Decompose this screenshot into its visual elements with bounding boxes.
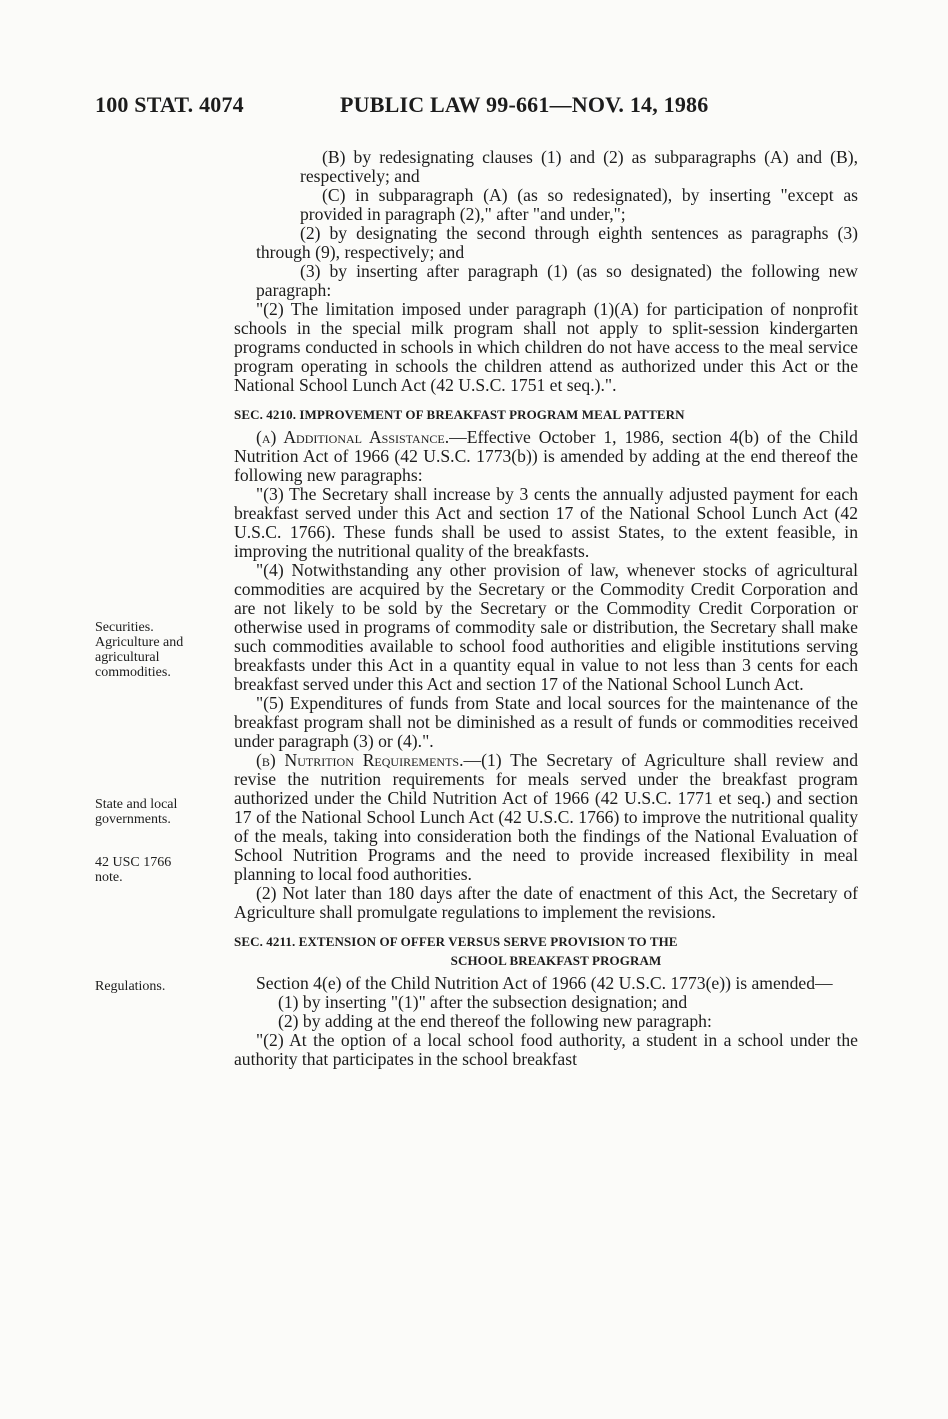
- clause-b: (B) by redesignating clauses (1) and (2) as subparagraphs (A) and (B), respectively; and: [300, 147, 858, 186]
- paragraph-3-increase: "(3) The Secretary shall increase by 3 cents the annually adjusted payment for each breakfast served under this Act and section 17 of the National School Lunch Act (42 U.S.C. 1766). These funds shall be used to assist States, to the extent feasible, in improving the nutritional quality of the breakfasts.: [234, 484, 858, 561]
- section-4211-intro: Section 4(e) of the Child Nutrition Act of 1966 (42 U.S.C. 1773(e)) is amended—: [256, 973, 833, 993]
- subsection-b-text: —(1) The Secretary of Agriculture shall review and revise the nutrition requirements for meals served under the breakfast program authorized under the Child Nutrition Act of 1966 (42 U.S.C. 1771 et seq.) and section 17 of the National School Lunch Act (42 U.S.C. 1766) to improve the nutritional quality of the meals, taking into consideration both the findings of the National Evaluation of School Nutrition Programs and the need to provide increased flexibility in meal planning to local food authorities.: [234, 750, 858, 884]
- margin-note-state-local: [95, 797, 225, 827]
- public-law-reference: PUBLIC LAW 99-661—NOV. 14, 1986: [340, 92, 709, 117]
- subsection-b: [234, 751, 858, 884]
- subsection-b-2: (2) Not later than 180 days after the date of enactment of this Act, the Secretary of Agriculture shall promulgate regulations to implement the revisions.: [234, 883, 858, 922]
- paragraph-4-commodities: "(4) Notwithstanding any other provision of law, whenever stocks of agricultural commodities are acquired by the Secretary or the Commodity Credit Corporation and are not likely to be sold by the Secretary or the Commodity Credit Corporation or otherwise used in programs of commodity sale or distribution, the Secretary shall make such commodities available to school food authorities and eligible institutions serving breakfasts under this Act in a quantity equal in value to not less than 3 cents for each breakfast served under this Act and section 17 of the National School Lunch Act.: [234, 560, 858, 694]
- page-body: [234, 148, 858, 1069]
- item-3-inserting: (3) by inserting after paragraph (1) (as so designated) the following new paragraph:: [256, 261, 858, 300]
- subsection-a: [234, 428, 858, 485]
- paragraph-5-expenditures: "(5) Expenditures of funds from State and local sources for the maintenance of the breakfast program shall not be diminished as a result of funds or commodities received under paragraph (3) or (4).".: [234, 693, 858, 751]
- margin-note-text: State and local governments.: [95, 797, 178, 827]
- section-4211-line2: SCHOOL BREAKFAST PROGRAM: [450, 953, 662, 968]
- section-4211-heading: [234, 932, 858, 970]
- margin-note-regulations: [95, 979, 225, 994]
- paragraph-2-option: "(2) At the option of a local school food authority, a student in a school under the authority that participates in the school breakfast: [234, 1030, 858, 1069]
- margin-note-text: Regulations.: [95, 979, 166, 994]
- item-2-designating: (2) by designating the second through eighth sentences as paragraphs (3) through (9), respectively; and: [256, 223, 858, 262]
- margin-note-securities: [95, 620, 225, 680]
- margin-note-text: 42 USC 1766 note.: [95, 855, 172, 885]
- clause-c: (C) in subparagraph (A) (as so redesignated), by inserting "except as provided in paragraph (2)," after "and under,";: [300, 185, 858, 224]
- subsection-a-text: —Effective October 1, 1986, section 4(b) of the Child Nutrition Act of 1966 (42 U.S.C. 1773(b)) is amended by adding at the end thereof the following new paragraphs:: [234, 427, 858, 485]
- section-4210-heading: SEC. 4210. IMPROVEMENT OF BREAKFAST PROGRAM MEAL PATTERN: [234, 407, 685, 422]
- item-1-inserting: (1) by inserting "(1)" after the subsection designation; and: [278, 992, 688, 1012]
- stat-reference: 100 STAT. 4074: [95, 92, 244, 117]
- subsection-b-heading: (b) Nutrition Requirements.: [256, 750, 464, 770]
- subsection-a-heading: (a) Additional Assistance.: [256, 427, 450, 447]
- margin-note-usc-1766: [95, 855, 225, 885]
- margin-note-text: Securities. Agriculture and agricultural commodities.: [95, 620, 184, 680]
- item-2-adding: (2) by adding at the end thereof the following new paragraph:: [278, 1011, 712, 1031]
- section-4211-line1: SEC. 4211. EXTENSION OF OFFER VERSUS SERVE PROVISION TO THE: [234, 934, 678, 949]
- paragraph-limitation: "(2) The limitation imposed under paragraph (1)(A) for participation of nonprofit schools in the special milk program shall not apply to split-session kindergarten programs conducted in schools in which children do not have access to the meal service program operating in schools the children attend as authorized under this Act or the National School Lunch Act (42 U.S.C. 1751 et seq.).".: [234, 299, 858, 395]
